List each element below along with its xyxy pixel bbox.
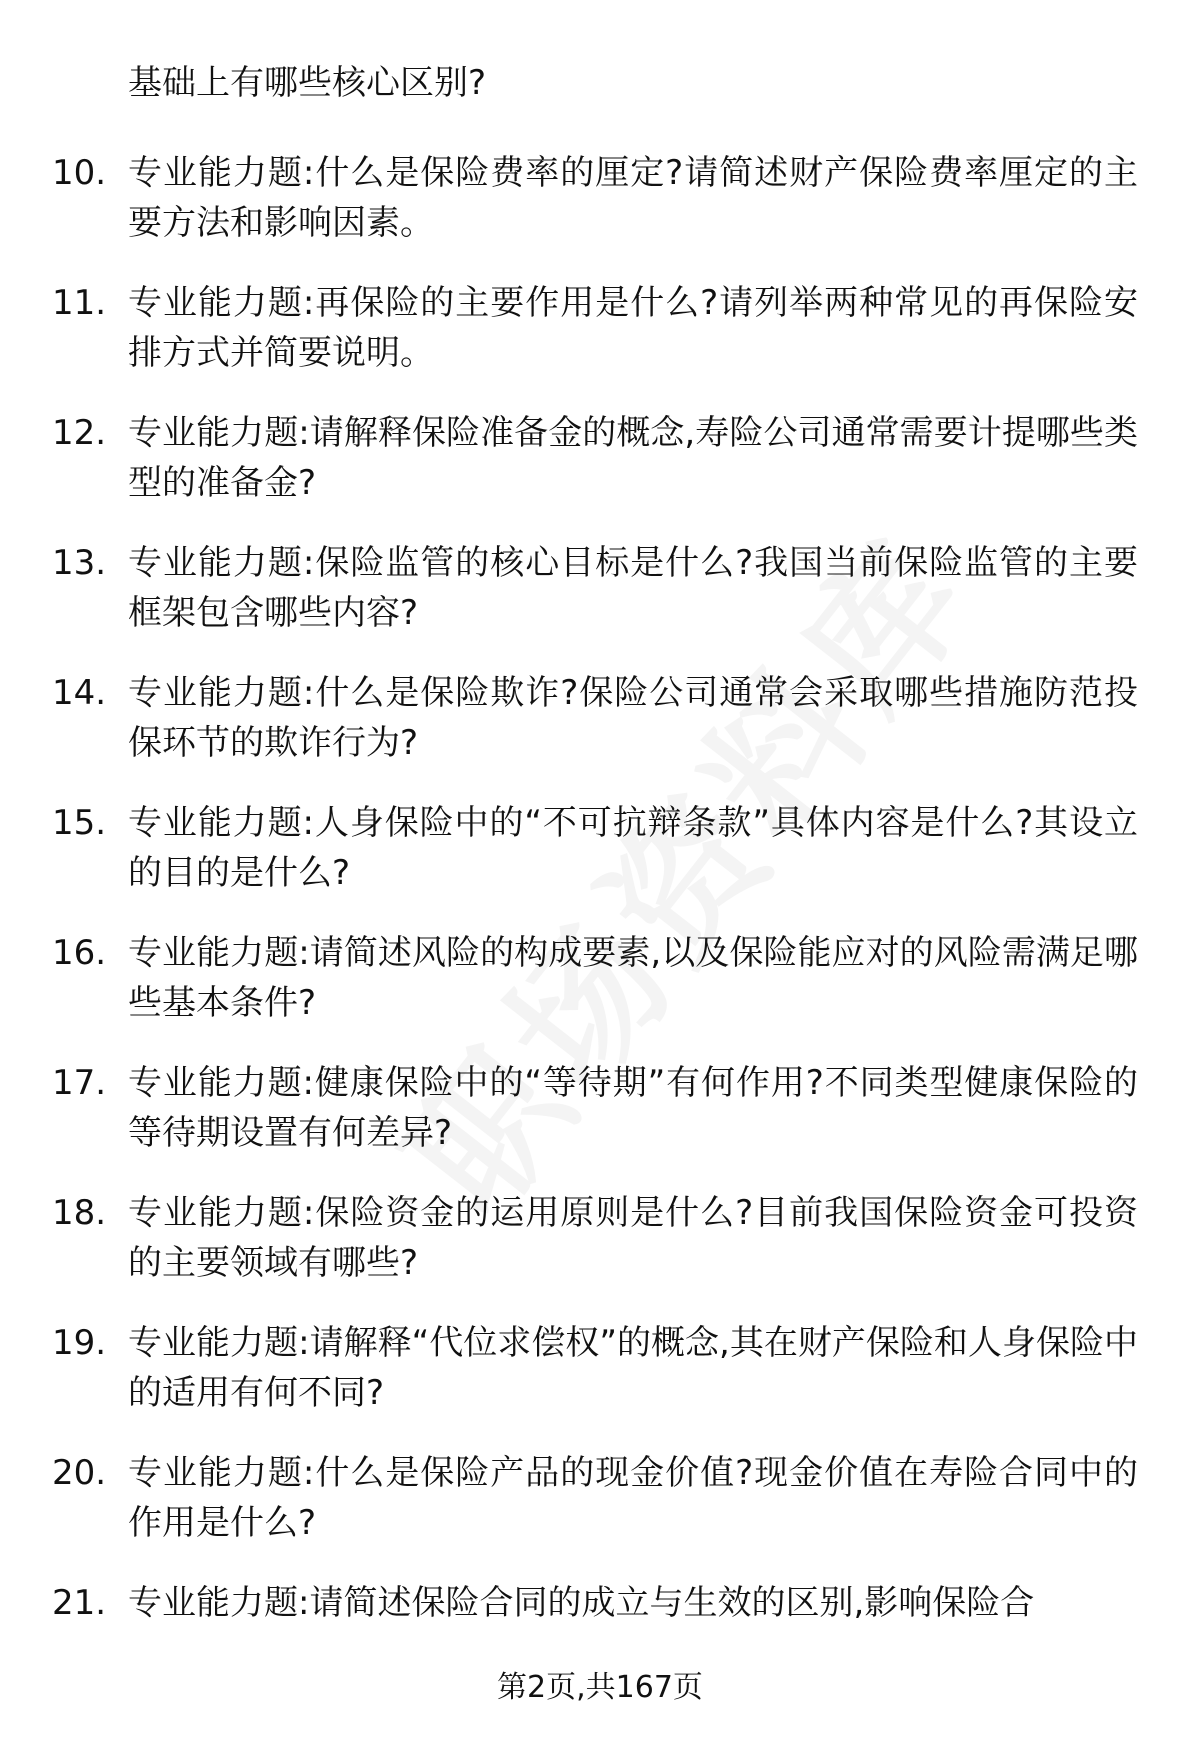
question-text bbox=[128, 1448, 1138, 1548]
question-tag: 专业能力题: bbox=[128, 543, 315, 583]
question-body: 保险监管的核心目标是什么?我国当前保险监管的主要框架包含哪些内容? bbox=[128, 543, 1138, 633]
question-number: 11. bbox=[52, 283, 107, 323]
question-item bbox=[0, 928, 1200, 1058]
question-text bbox=[128, 278, 1138, 378]
question-tag: 专业能力题: bbox=[128, 933, 310, 973]
page-footer: 第2页,共167页 bbox=[497, 1670, 703, 1705]
question-item bbox=[0, 538, 1200, 668]
question-number: 14. bbox=[52, 673, 107, 713]
question-text bbox=[128, 1058, 1138, 1158]
question-body: 请简述风险的构成要素,以及保险能应对的风险需满足哪些基本条件? bbox=[128, 933, 1138, 1023]
question-number: 15. bbox=[52, 803, 107, 843]
question-body: 保险资金的运用原则是什么?目前我国保险资金可投资的主要领域有哪些? bbox=[128, 1193, 1138, 1283]
question-list bbox=[0, 148, 1200, 1708]
question-body: 什么是保险欺诈?保险公司通常会采取哪些措施防范投保环节的欺诈行为? bbox=[128, 673, 1138, 763]
question-body: 请简述保险合同的成立与生效的区别,影响保险合 bbox=[309, 1583, 1035, 1623]
question-number: 13. bbox=[52, 543, 107, 583]
question-body: 人身保险中的“不可抗辩条款”具体内容是什么?其设立的目的是什么? bbox=[128, 803, 1138, 893]
question-tag: 专业能力题: bbox=[128, 1583, 310, 1623]
question-tag: 专业能力题: bbox=[128, 1323, 310, 1363]
question-text bbox=[128, 928, 1138, 1028]
question-number: 21. bbox=[52, 1583, 107, 1623]
question-item bbox=[0, 148, 1200, 278]
continuation-text: 基础上有哪些核心区别? bbox=[128, 63, 487, 103]
question-number: 20. bbox=[52, 1453, 107, 1493]
question-text bbox=[128, 1578, 1138, 1628]
question-number: 16. bbox=[52, 933, 107, 973]
question-text bbox=[128, 1188, 1138, 1288]
question-body: 什么是保险费率的厘定?请简述财产保险费率厘定的主要方法和影响因素。 bbox=[128, 153, 1138, 243]
question-body: 请解释保险准备金的概念,寿险公司通常需要计提哪些类型的准备金? bbox=[128, 413, 1138, 503]
question-text bbox=[128, 668, 1138, 768]
question-tag: 专业能力题: bbox=[128, 153, 315, 193]
question-text bbox=[128, 1318, 1138, 1418]
question-body: 再保险的主要作用是什么?请列举两种常见的再保险安排方式并简要说明。 bbox=[128, 283, 1138, 373]
question-tag: 专业能力题: bbox=[128, 673, 315, 713]
question-tag: 专业能力题: bbox=[128, 413, 310, 453]
question-text bbox=[128, 538, 1138, 638]
question-tag: 专业能力题: bbox=[128, 283, 315, 323]
question-item bbox=[0, 1188, 1200, 1318]
question-number: 17. bbox=[52, 1063, 107, 1103]
question-item bbox=[0, 1318, 1200, 1448]
question-tag: 专业能力题: bbox=[128, 1453, 315, 1493]
question-text bbox=[128, 798, 1138, 898]
question-number: 18. bbox=[52, 1193, 107, 1233]
question-number: 10. bbox=[52, 153, 107, 193]
question-item bbox=[0, 798, 1200, 928]
question-tag: 专业能力题: bbox=[128, 1193, 315, 1233]
question-number: 19. bbox=[52, 1323, 107, 1363]
question-body: 请解释“代位求偿权”的概念,其在财产保险和人身保险中的适用有何不同? bbox=[128, 1323, 1138, 1413]
question-item bbox=[0, 668, 1200, 798]
question-body: 健康保险中的“等待期”有何作用?不同类型健康保险的等待期设置有何差异? bbox=[128, 1063, 1138, 1153]
question-tag: 专业能力题: bbox=[128, 1063, 314, 1103]
question-item bbox=[0, 278, 1200, 408]
question-text bbox=[128, 148, 1138, 248]
question-text bbox=[128, 408, 1138, 508]
question-tag: 专业能力题: bbox=[128, 803, 314, 843]
question-item bbox=[0, 1448, 1200, 1578]
question-body: 什么是保险产品的现金价值?现金价值在寿险合同中的作用是什么? bbox=[128, 1453, 1138, 1543]
question-item bbox=[0, 1058, 1200, 1188]
question-number: 12. bbox=[52, 413, 107, 453]
question-item bbox=[0, 408, 1200, 538]
